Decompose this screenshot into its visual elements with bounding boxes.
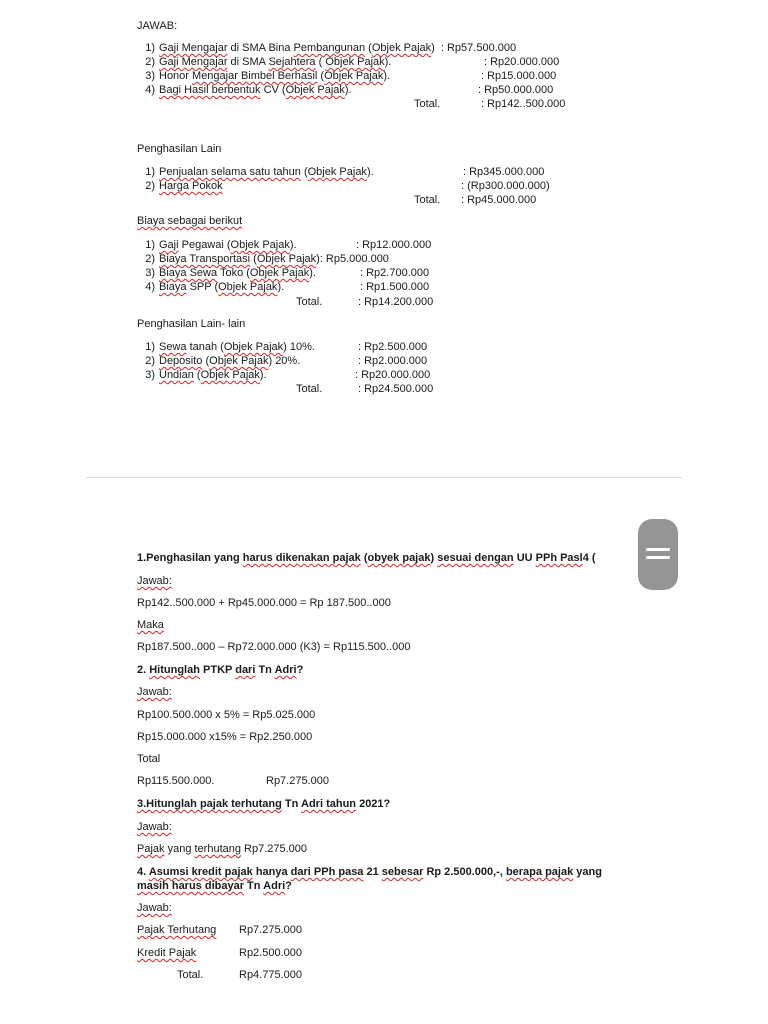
list-item	[137, 180, 223, 192]
answer-line: Rp100.500.000 x 5% = Rp5.025.000	[137, 709, 316, 721]
question-text: dari PPh pasa	[290, 866, 364, 878]
list-text: Gaji	[159, 239, 179, 251]
question-text: Tn	[281, 798, 302, 810]
list-number: 1)	[145, 42, 155, 54]
list-number: 1)	[145, 341, 155, 353]
list-value: : Rp50.000.000	[478, 84, 554, 96]
total-label: Total.	[296, 296, 323, 308]
answer-line: Rp115.500.000.	[137, 775, 215, 787]
question-text: 21	[363, 866, 382, 878]
jawab-label: Jawab:	[137, 902, 172, 914]
list-text: (	[250, 253, 257, 265]
list-text: (	[317, 70, 325, 82]
list-item	[137, 355, 300, 367]
question-text: Rp 2.500.000,-,	[423, 866, 506, 878]
section-heading: Penghasilan Lain- lain	[137, 318, 246, 330]
list-text: tanah (	[186, 341, 224, 353]
list-number: 3)	[145, 70, 155, 82]
question-text: Tn	[244, 880, 264, 892]
handle-grip-icon	[646, 556, 670, 559]
list-text: ).	[344, 84, 352, 96]
section-heading: Penghasilan Lain	[137, 143, 222, 155]
list-text: Pegawai (	[178, 239, 231, 251]
total-value: Rp4.775.000	[239, 969, 302, 981]
total-label: Total.	[177, 969, 204, 981]
question-text: obyek pajak	[367, 552, 431, 564]
question-text: sebesar	[381, 866, 424, 878]
question-text: (	[360, 552, 368, 564]
list-text: ).	[309, 267, 316, 279]
question-text: PPh Pasl	[535, 552, 583, 564]
jawab-label: Jawab:	[137, 686, 172, 698]
list-item	[137, 239, 297, 251]
list-text: ).	[384, 56, 392, 68]
list-text: CV (	[260, 84, 286, 96]
list-item	[137, 166, 374, 178]
question-text: 2021?	[356, 798, 391, 810]
list-text: ).	[277, 281, 285, 293]
question-text: Asumsi kredit pajak	[148, 866, 253, 878]
question-text: PTKP	[199, 664, 236, 676]
list-text: Objek Pajak	[230, 239, 290, 251]
question-text: berapa pajak	[505, 866, 574, 878]
list-value: : Rp2.000.000	[358, 355, 428, 367]
page-divider	[86, 477, 682, 478]
list-text: Biaya Transportasi	[159, 253, 251, 265]
total-label: Total	[137, 753, 161, 765]
list-text: Gaji Mengajar	[159, 56, 228, 68]
list-text: Gaji Mengajar	[159, 42, 228, 54]
list-number: 3)	[145, 267, 155, 279]
question-text: sesuai dengan	[437, 552, 514, 564]
list-text: Undian	[159, 369, 194, 381]
list-text: Biaya Sewa	[159, 267, 218, 279]
list-text: (	[202, 355, 210, 367]
list-number: 1)	[145, 239, 155, 251]
list-value: : Rp12.000.000	[356, 239, 432, 251]
question-text: Hitunglah	[149, 664, 200, 676]
list-text: Objek Pajak	[200, 369, 260, 381]
question-text: Adri	[274, 664, 297, 676]
row-value: Rp2.500.000	[239, 947, 302, 959]
jawab-heading: JAWAB:	[137, 20, 178, 32]
list-number: 2)	[145, 253, 155, 265]
list-item	[137, 84, 352, 96]
list-number: 3)	[145, 369, 155, 381]
list-text: Sejahtera	[268, 56, 316, 68]
list-text: ) 20%.	[268, 355, 301, 367]
list-item	[137, 253, 389, 265]
question-text: yang	[573, 866, 602, 878]
list-item	[137, 341, 315, 353]
list-text: Objek Pajak	[218, 281, 278, 293]
question-text: 4.	[137, 866, 149, 878]
list-text: Pembangunan	[293, 42, 366, 54]
list-item	[137, 70, 390, 82]
question-text: Tn	[255, 664, 275, 676]
list-value: : Rp20.000.000	[355, 369, 431, 381]
list-value: : Rp15.000.000	[481, 70, 557, 82]
list-text: (	[300, 166, 308, 178]
list-text: Objek Pajak	[371, 42, 432, 54]
list-value: : Rp2.700.000	[360, 267, 430, 279]
answer-line: Rp142..500.000 + Rp45.000.000 = Rp 187.500..000	[137, 597, 391, 609]
jawab-label: Jawab:	[137, 821, 172, 833]
list-text: Bagi Hasil berbentuk	[159, 84, 261, 96]
list-value: : Rp57.500.000	[440, 42, 517, 54]
question-text: ?	[296, 664, 304, 676]
answer-line	[137, 843, 307, 855]
list-number: 1)	[145, 166, 155, 178]
list-text: ).	[383, 70, 391, 82]
question-text: )	[430, 552, 438, 564]
question-text: harus dikenakan pajak	[242, 552, 361, 564]
total-value: : Rp24.500.000	[358, 383, 434, 395]
list-text: Objek Pajak	[209, 355, 269, 367]
total-label: Total.	[296, 383, 323, 395]
jawab-label: Jawab:	[137, 575, 172, 587]
section-heading: Biaya sebagai berikut	[137, 215, 243, 227]
list-text: Honor	[159, 70, 193, 82]
list-item	[137, 56, 391, 68]
list-value: : Rp1.500.000	[360, 281, 430, 293]
total-value: : Rp142..500.000	[481, 98, 566, 110]
total-label: Total.	[414, 194, 441, 206]
question-text: 2.	[137, 664, 150, 676]
list-item	[137, 369, 267, 381]
list-number: 4)	[145, 281, 155, 293]
total-label: Total.	[414, 98, 441, 110]
question-text: masih harus dibayar	[137, 880, 244, 892]
list-text: SPP (	[186, 281, 219, 293]
list-text: Mengajar Bimbel Berhasil	[192, 70, 318, 82]
question-1	[137, 552, 596, 564]
list-text: di SMA	[227, 56, 269, 68]
list-item	[137, 267, 316, 279]
list-value: : Rp345.000.000	[463, 166, 545, 178]
list-text: ): Rp5.000.000	[316, 253, 389, 265]
list-item	[137, 281, 284, 293]
answer-text: Rp7.275.000	[240, 843, 308, 855]
row-label: Pajak Terhutang	[137, 924, 217, 936]
list-number: 2)	[145, 180, 155, 192]
question-text: hanya	[252, 866, 291, 878]
list-text: Objek Pajak	[223, 341, 284, 353]
answer-text: terhutang	[194, 843, 241, 855]
total-value: : Rp14.200.000	[358, 296, 434, 308]
list-number: 2)	[145, 355, 155, 367]
row-value: Rp7.275.000	[239, 924, 302, 936]
question-text: Adri	[263, 880, 286, 892]
list-text: )	[431, 42, 435, 54]
question-text: Adri tahun	[301, 798, 357, 810]
list-value: : Rp20.000.000	[484, 56, 560, 68]
list-value: : (Rp300.000.000)	[461, 180, 550, 192]
list-text: Objek Pajak	[325, 56, 385, 68]
list-text: Objek Pajak	[324, 70, 384, 82]
question-4	[137, 866, 602, 878]
handle-grip-icon	[646, 548, 670, 551]
list-text: Objek Pajak	[307, 166, 367, 178]
question-2	[137, 664, 303, 676]
list-text: Objek Pajak	[285, 84, 345, 96]
answer-text: Pajak	[137, 843, 165, 855]
question-text: 1.Penghasilan yang	[137, 552, 243, 564]
scroll-handle[interactable]	[638, 519, 678, 590]
list-text: Objek Pajak	[256, 253, 317, 265]
row-label: Kredit Pajak	[137, 947, 197, 959]
maka-label: Maka	[137, 619, 164, 631]
question-4-cont	[137, 880, 292, 892]
question-text: 3.Hitunglah pajak terhutang	[137, 798, 282, 810]
list-text: Sewa	[159, 341, 187, 353]
list-text: Biaya	[159, 281, 187, 293]
answer-text: yang	[164, 843, 195, 855]
list-text: Objek Pajak	[249, 267, 310, 279]
list-number: 4)	[145, 84, 155, 96]
list-text: (	[365, 42, 372, 54]
list-text: ).	[259, 369, 267, 381]
list-value: : Rp2.500.000	[358, 341, 428, 353]
answer-line: Rp15.000.000 x15% = Rp2.250.000	[137, 731, 313, 743]
list-text: (	[193, 369, 201, 381]
answer-line: Rp187.500..000 – Rp72.000.000 (K3) = Rp115.500..000	[137, 641, 411, 653]
list-text: Penjualan selama satu tahun	[159, 166, 301, 178]
list-text: (	[315, 56, 326, 68]
total-value: : Rp45.000.000	[461, 194, 537, 206]
answer-value: Rp7.275.000	[266, 775, 329, 787]
list-text: Deposito	[159, 355, 203, 367]
question-text: ?	[285, 880, 292, 892]
list-text: ) 10%.	[283, 341, 315, 353]
list-item	[137, 42, 516, 54]
question-text: UU	[513, 552, 536, 564]
list-text: ).	[366, 166, 374, 178]
list-text: di SMA Bina	[227, 42, 294, 54]
list-text: Harga Pokok	[159, 180, 223, 192]
list-text: Toko (	[217, 267, 250, 279]
list-number: 2)	[145, 56, 155, 68]
list-text: ).	[289, 239, 297, 251]
question-3	[137, 798, 390, 810]
question-text: dari	[235, 664, 256, 676]
question-text: 4 (	[582, 552, 596, 564]
